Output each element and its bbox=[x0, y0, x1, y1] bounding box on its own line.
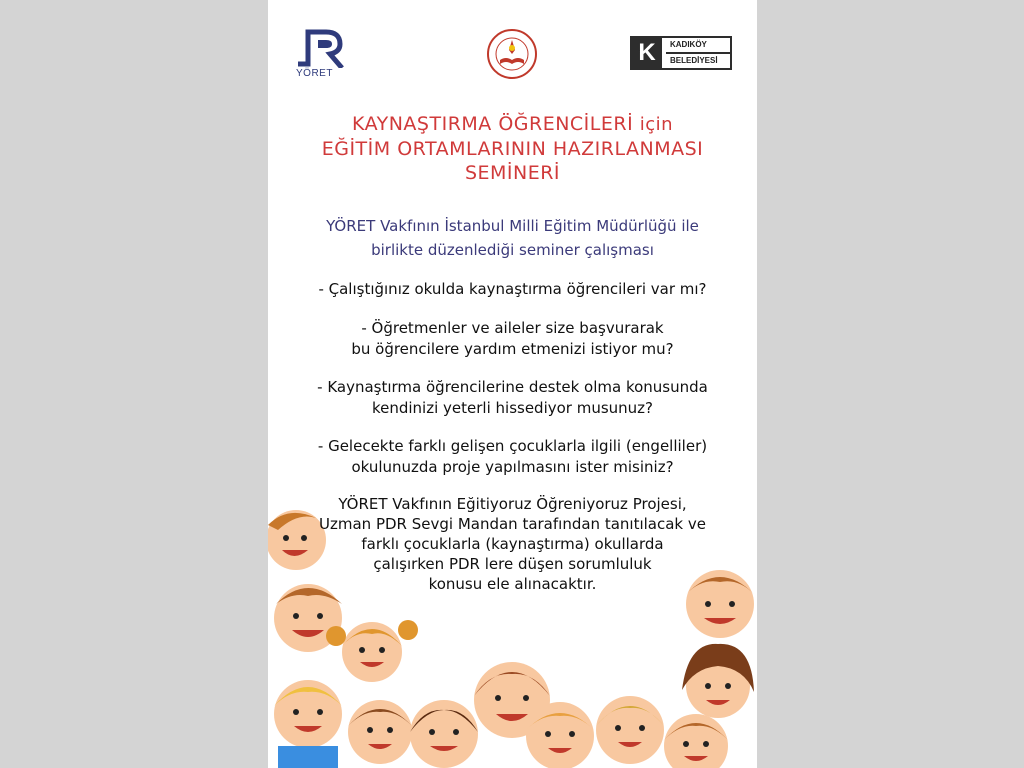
title-line-1-lower: için bbox=[639, 114, 674, 135]
poster-title bbox=[268, 112, 757, 185]
yoret-r-mark-icon bbox=[296, 28, 348, 68]
question-4-line-1: - Gelecekte farklı gelişen çocuklarla ilgili (engelliler) bbox=[317, 437, 708, 455]
question-2-line-1: - Öğretmenler ve aileler size başvurarak bbox=[361, 319, 664, 337]
title-line-1 bbox=[268, 112, 757, 137]
kid-front-3 bbox=[410, 700, 478, 768]
meb-emblem-icon bbox=[486, 28, 538, 80]
yoret-logo bbox=[296, 28, 348, 80]
closing-line-2: Uzman PDR Sevgi Mandan tarafından tanıtılacak ve bbox=[319, 515, 706, 533]
kadikoy-logo bbox=[630, 36, 732, 70]
question-3 bbox=[268, 377, 757, 419]
kid-front-6 bbox=[664, 714, 728, 768]
yoret-logo-caption: YÖRET bbox=[296, 68, 333, 79]
question-1-line-1: - Çalıştığınız okulda kaynaştırma öğrencileri var mı? bbox=[318, 280, 707, 298]
kid-front-2 bbox=[348, 700, 412, 764]
title-line-2: EĞİTİM ORTAMLARININ HAZIRLANMASI bbox=[321, 138, 704, 160]
kid-pigtails bbox=[326, 620, 418, 682]
closing-line-1: YÖRET Vakfının Eğitiyoruz Öğreniyoruz Projesi, bbox=[338, 495, 687, 513]
kid-front-1 bbox=[274, 680, 342, 768]
kadikoy-k-mark: K bbox=[632, 38, 662, 68]
subtitle-line-1: YÖRET Vakfının İstanbul Milli Eğitim Müdürlüğü ile bbox=[326, 217, 699, 235]
question-2 bbox=[268, 318, 757, 360]
kid-right-girl bbox=[682, 644, 754, 718]
question-3-line-2: kendinizi yeterli hissediyor musunuz? bbox=[371, 399, 654, 417]
kid-front-4 bbox=[526, 702, 594, 768]
closing-paragraph bbox=[268, 494, 757, 594]
closing-line-4: çalışırken PDR lere düşen sorumluluk bbox=[373, 555, 652, 573]
meb-logo bbox=[486, 28, 538, 80]
title-line-1-upper: KAYNAŞTIRMA ÖĞRENCİLERİ bbox=[351, 113, 634, 135]
poster-subtitle bbox=[268, 214, 757, 262]
seminar-poster bbox=[268, 0, 757, 768]
question-2-line-2: bu öğrencilere yardım etmenizi istiyor mu? bbox=[351, 340, 674, 358]
closing-line-5: konusu ele alınacaktır. bbox=[428, 575, 597, 593]
question-1 bbox=[268, 279, 757, 300]
title-line-3: SEMİNERİ bbox=[464, 162, 561, 184]
kid-front-5 bbox=[596, 696, 664, 764]
subtitle-line-2: birlikte düzenlediği seminer çalışması bbox=[371, 241, 654, 259]
question-3-line-1: - Kaynaştırma öğrencilerine destek olma konusunda bbox=[317, 378, 708, 396]
closing-line-3: farklı çocuklarla (kaynaştırma) okullarda bbox=[361, 535, 664, 553]
question-4 bbox=[268, 436, 757, 478]
question-4-line-2: okulunuzda proje yapılmasını ister misiniz? bbox=[351, 458, 674, 476]
kadikoy-logo-line1: KADIKÖY bbox=[670, 40, 707, 49]
kadikoy-logo-line2: BELEDİYESİ bbox=[670, 56, 718, 65]
kadikoy-logo-divider bbox=[666, 52, 730, 54]
